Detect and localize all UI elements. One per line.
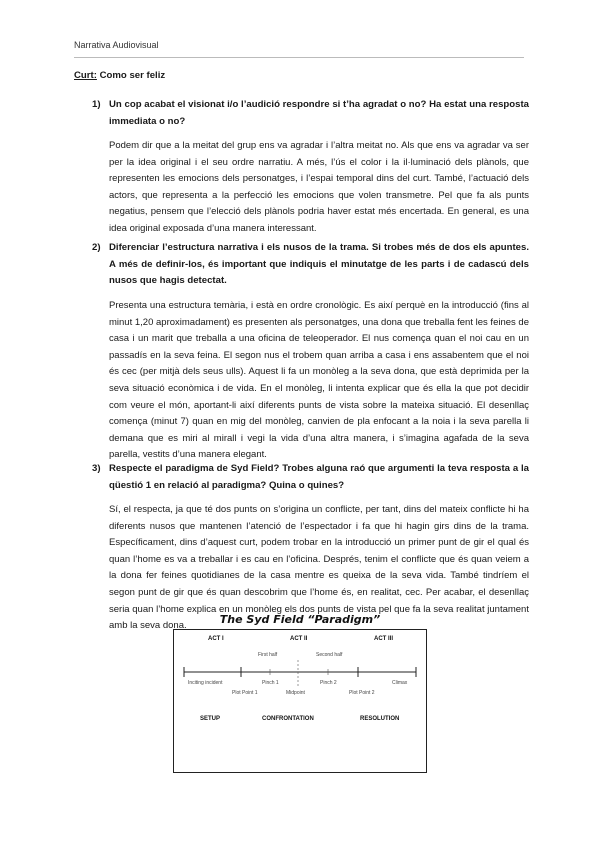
question-number: 1): [92, 99, 101, 110]
timeline-graphic: [174, 630, 426, 772]
header-divider: [74, 57, 524, 58]
act-1-label: ACT I: [208, 636, 224, 642]
midpoint-label: Midpoint: [286, 690, 305, 696]
answer-3: Sí, el respecta, ja que té dos punts on s’origina un conflicte, per tant, dins del mateix conflicte hi ha diferents nusos que mantenen l’atenció de l’espectador i fa que hi hagin girs dins de la trama. Específicament, dins d’aquest curt, podem trobar en la introducció un primer punt de gir el qual és quan l’home es va a treballar i es cau en l’oficina. Després, tenim el conflicte que és quan veiem a la dona fer feines quotidianes de la casa mentre es queixa de la seva vida. També tindríem el segon punt de gir que és quan descobrim que l’home és, en realitat, cec. Per acabar, el desenllaç seria quan l’home explica en un monòleg els dos punts de vista pel que fa la seva realitat juntament amb la seva dona.: [109, 504, 529, 632]
diagram-frame: [173, 629, 427, 773]
question-text: Diferenciar l’estructura narrativa i els nusos de la trama. Si trobes més de dos els apuntes. A més de definir-los, és important que indiquis el minutatge de les parts i de cadascú dels nusos que hagis detectat.: [109, 242, 529, 286]
document-header: Narrativa Audiovisual: [74, 40, 159, 50]
diagram-title: The Syd Field “Paradigm”: [219, 613, 381, 626]
act-2-label: ACT II: [290, 636, 308, 642]
syd-field-paradigm-diagram: [173, 613, 427, 773]
first-half-label: First half: [258, 652, 278, 658]
pinch-1-label: Pinch 1: [262, 680, 279, 686]
short-film-title: [74, 70, 165, 81]
second-half-label: Second half: [316, 652, 343, 658]
question-number: 2): [92, 242, 101, 253]
answer-2: Presenta una estructura temària, i està en ordre cronològic. Es així perquè en la introducció (fins al minut 1,20 aproximadament) es presenten als personatges, una dona que treballa fent les feines de casa i un marit que treballa a una oficina de teleoperador. El nus comença quan el noi cau en un passadís en la seva feina. El segon nus el trobem quan arriba a casa i ens assabentem que el noi és cec (per mitjà dels seus ulls). Aquest li fa un monòleg a la seva dona, que està deprimida per la seva situació econòmica i de vida. En el monòleg, li intenta explicar que és ella la que pot decidir com veure el món, aportant-li així diferents punts de vista sobre la mateixa situació. El desenllaç comença (minut 7) quan en mig del monòleg, canvien de pla enfocant a la noia i la seva parella li demana que es miri al mirall i vegi la vida d’una altra manera, i s’imagina agafada de la seva parella, vestits d’una manera elegant.: [109, 300, 529, 461]
plot-point-1-label: Plot Point 1: [232, 690, 258, 696]
plot-point-2-label: Plot Point 2: [349, 690, 375, 696]
act-3-label: ACT III: [374, 636, 393, 642]
question-text: Un cop acabat el visionat i/o l’audició respondre si t’ha agradat o no? Ha estat una resposta immediata o no?: [109, 99, 529, 127]
answer-1: Podem dir que a la meitat del grup ens va agradar i l’altra meitat no. Als que ens va agradar va ser per la idea original i el seu ordre narratiu. A més, l’ús el color i la il·luminació dels plànols, que representen les emocions dels personatges, i l’espai temporal dins del curt. També, l’actuació dels actors, que representa a la perfecció les emocions que volen transmetre. Pel que fa als punts negatius, pensem que l’elecció dels plànols podria haver estat més encertada. En general, es una idea original exposada d’una manera interessant.: [109, 140, 529, 234]
curt-label: Curt:: [74, 70, 97, 81]
resolution-label: RESOLUTION: [360, 716, 400, 722]
question-text: Respecte el paradigma de Syd Field? Trobes alguna raó que argumenti la teva resposta a la qüestió 1 en relació al paradigma? Quina o quines?: [109, 463, 529, 491]
confrontation-label: CONFRONTATION: [262, 716, 314, 722]
question-number: 3): [92, 463, 101, 474]
question-3: [92, 461, 529, 494]
setup-label: SETUP: [200, 716, 221, 722]
pinch-2-label: Pinch 2: [320, 680, 337, 686]
curt-name: Como ser feliz: [99, 70, 166, 81]
inciting-incident-label: Inciting incident: [188, 680, 223, 686]
question-2: [92, 240, 529, 290]
question-1: [92, 97, 529, 130]
climax-label: Climax: [392, 680, 408, 686]
